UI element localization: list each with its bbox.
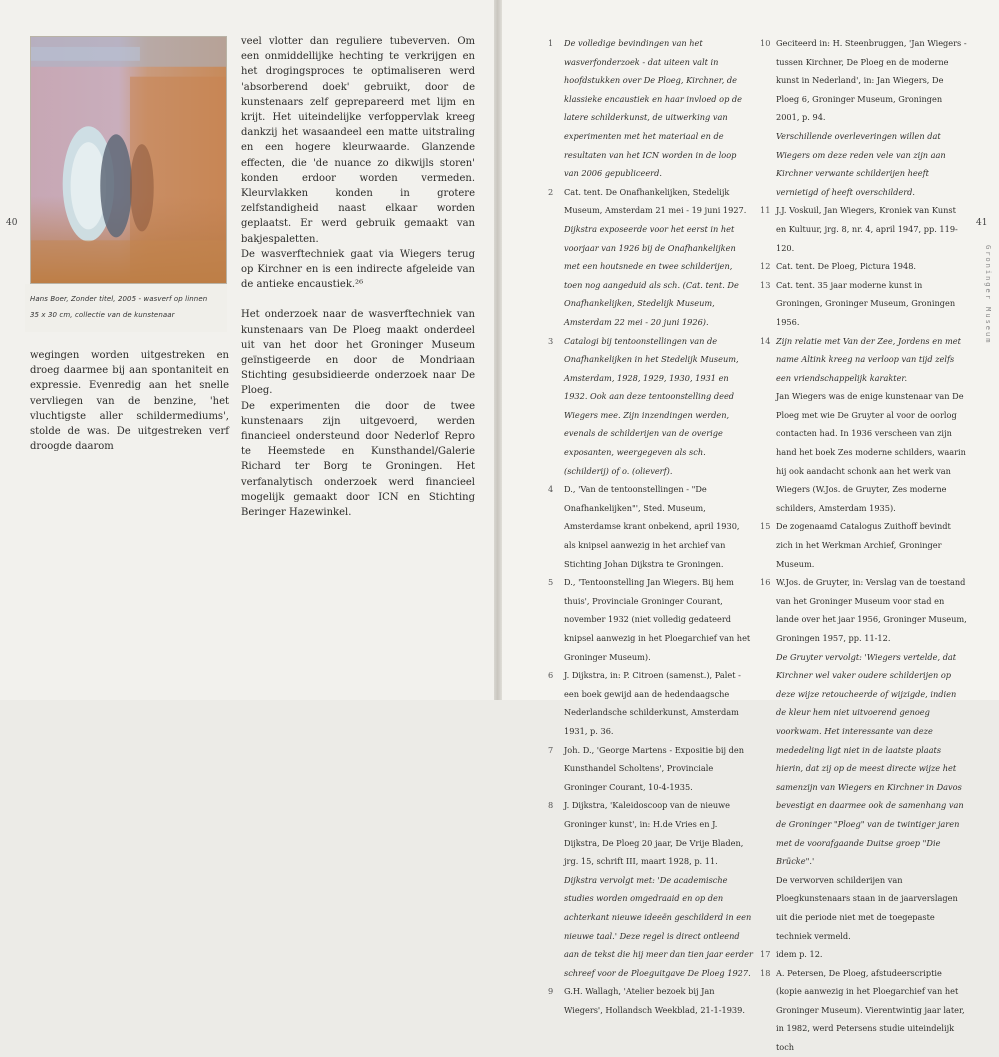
footnote-text: Joh. D., 'George Martens - Expositie bij den Kunsthandel Scholtens', Provinciale Groninger Courant, 10-4-1935. [564, 744, 745, 792]
paragraph: De experimenten die door de twee kunstenaars zijn uitgevoerd, werden financieel ondersteund door Nederlof Repro te Heemstede en Kunsthandel/Galerie Richard ter Borg te Groningen. Het verfanalytisch onderzoek werd financieel mogelijk gemaakt door ICN en Stichting Beringer Hazewinkel. [241, 400, 475, 519]
footnote-text: Cat. tent. De Onafhankelijken, Stedelijk Museum, Amsterdam 21 mei - 19 juni 1927. [564, 186, 747, 216]
footnote-text: Jan Wiegers was de enige kunstenaar van De Ploeg met wie De Gruyter al voor de oorlog contacten had. In 1936 verscheen van zijn hand het boek Zes moderne schilders, waarin hij ook aandacht schonk aan het werk van Wiegers (W.Jos. de Gruyter, Zes moderne schilders, Amsterdam 1935). [776, 391, 966, 513]
footnote [760, 387, 968, 517]
page-number-right: 41 [976, 218, 988, 228]
footnote [548, 332, 753, 481]
paragraph: veel vlotter dan reguliere tubeverven. Om een onmiddellijke hechting te verkrijgen en het drogingsproces te optimaliseren werd 'absorberend doek' gebruikt, door de kunstenaars zelf geprepareerd met lijm en krijt. Het uiteindelijke verfoppervlak kreeg dankzij het wasaandeel een matte uitstraling en een hogere kleurwaarde. Glanzende effecten, die 'de nuance zo dikwijls storen' konden erdoor worden vermeden. Kleurvlakken konden in grotere zelfstandigheid naast elkaar worden geplaatst. Er werd gebruik gemaakt van bakjespaletten. [241, 36, 475, 245]
footnote-italic-text: De Gruyter vervolgt: 'Wiegers vertelde, dat Kirchner wel vaker oudere schilderijen op deze wijze retoucheerde of wijzigde, indien de kleur hem niet uitvoerend genoeg voorkwam. Het interessante van deze mededeling ligt niet in de laatste plaats hierin, dat zij op de meest directe wijze het samenzijn van Wiegers en Kirchner in Davos bevestigt en daarmee ook de samenhang van de Groninger "Ploeg" van de twintiger jaren met de voorafgaande Duitse groep "Die Brücke".' [776, 651, 964, 867]
footnote [548, 982, 753, 1019]
footnote [548, 480, 753, 573]
footnote-number: 2 [548, 186, 554, 197]
footnote [760, 257, 968, 276]
page-gutter [494, 0, 502, 700]
page-number-left: 40 [6, 218, 18, 228]
footnote-number: 4 [548, 484, 554, 495]
footnote-number: 17 [760, 949, 771, 960]
paragraph: De wasverftechniek gaat via Wiegers terug op Kirchner en is een indirecte afgeleide van de antieke encaustiek.²⁶ [241, 248, 475, 291]
footnote [760, 964, 968, 1057]
footnote-italic-text: Dijkstra exposeerde voor het eerst in het voorjaar van 1926 bij de Onafhankelijken met een houtsnede en twee schilderijen, toen nog aangeduid als sch. (Cat. tent. De Onafhankelijken, Stedelijk Museum, Amsterdam 22 mei - 20 juni 1926). [564, 223, 739, 327]
footnote-number: 13 [760, 279, 771, 290]
caption-line-1: Hans Boer, Zonder titel, 2005 - wasverf op linnen [30, 295, 208, 303]
paragraph: Het onderzoek naar de wasverftechniek van kunstenaars van De Ploeg maakt onderdeel uit van het door het Groninger Museum geïnstigeerde en door de Mondriaan Stichting gesubsidieerde onderzoek naar De Ploeg. [241, 309, 475, 397]
footnote-number: 16 [760, 577, 771, 588]
footnote-text: idem p. 12. [776, 949, 823, 960]
footnote-number: 8 [548, 800, 554, 811]
main-text-column [241, 34, 475, 520]
footnote-number: 11 [760, 205, 771, 216]
left-bottom-text: wegingen worden uitgestreken en droeg daarmee bij aan spontaniteit en expressie. Evenredig aan het snelle vervliegen van de benzine, 'het vluchtigste aller schildermediums', stolde de was. De uitgestreken verf droogde daarom [30, 350, 229, 453]
footnote-number: 10 [760, 38, 771, 48]
footnote-italic-text: Verschillende overleveringen willen dat Wiegers om deze reden vele van zijn aan Kirchner verwante schilderijen heeft vernietigd of heeft overschilderd. [776, 130, 946, 197]
footnote-text: D., 'Van de tentoonstellingen - "De Onafhankelijken"', Sted. Museum, Amsterdamse krant onbekend, april 1930, als knipsel aanwezig in het archief van Stichting Johan Dijkstra te Groningen. [564, 484, 740, 569]
footnote [548, 666, 753, 740]
footnote [548, 796, 753, 982]
footnote-text: W.Jos. de Gruyter, in: Verslag van de toestand van het Groninger Museum voor stad en lande over het jaar 1956, Groninger Museum, Groningen 1957, pp. 11-12. [776, 577, 967, 643]
footnote-number: 1 [548, 38, 554, 48]
footnote-text: G.H. Wallagh, 'Atelier bezoek bij Jan Wiegers', Hollandsch Weekblad, 21-1-1939. [564, 986, 745, 1015]
footnote-text: Cat. tent. 35 jaar moderne kunst in Groningen, Groninger Museum, Groningen 1956. [776, 279, 956, 327]
footnote-text: J.J. Voskuil, Jan Wiegers, Kroniek van Kunst en Kultuur, jrg. 8, nr. 4, april 1947, pp. 119-120. [776, 205, 958, 253]
footnote-number: 12 [760, 261, 771, 272]
footnote [760, 517, 968, 573]
footnotes-column-2 [760, 34, 968, 1057]
footnote-text: D., 'Tentoonstelling Jan Wiegers. Bij hem thuis', Provinciale Groninger Courant, november 1932 (niet volledig gedateerd knipsel aanwezig in het Ploegarchief van het Groninger Museum). [564, 577, 751, 662]
footnote [548, 741, 753, 797]
footnote [760, 276, 968, 332]
side-watermark: Groninger Museum [984, 245, 992, 345]
footnotes-column-1 [548, 34, 753, 1019]
footnote-italic-text: Zijn relatie met Van der Zee, Jordens en met name Altink kreeg na verloop van tijd zelfs een vriendschappelijk karakter. [776, 335, 961, 383]
footnote-number: 3 [548, 335, 554, 346]
footnote [548, 34, 753, 183]
footnote-number: 7 [548, 744, 554, 755]
footnote-number: 14 [760, 335, 771, 346]
footnote-text: De verworven schilderijen van Ploegkunstenaars staan in de jaarverslagen uit die periode niet met de toegepaste techniek vermeld. [776, 874, 958, 941]
footnote-italic-text: Dijkstra vervolgt met: 'De academische studies worden omgedraaid en op den achterkant nieuwe ideeën geschilderd in een nieuwe taal.' Deze regel is direct ontleend aan de tekst die hij meer dan tien jaar eerder schreef voor de Ploeguitgave De Ploeg 1927. [564, 874, 753, 978]
footnote-text: J. Dijkstra, in: P. Citroen (samenst.), Palet - een boek gewijd aan de hedendaagsche Nederlandsche schilderkunst, Amsterdam 1931, p. 36. [564, 670, 741, 736]
footnote-text: A. Petersen, De Ploeg, afstudeerscriptie (kopie aanwezig in het Ploegarchief van het Groninger Museum). Vierentwintig jaar later, in 1982, werd Petersens studie uiteindelijk toch [776, 967, 965, 1053]
footnote [760, 871, 968, 945]
footnote-italic-text: De volledige bevindingen van het wasverfonderzoek - dat uiteen valt in hoofdstukken over De Ploeg, Kirchner, de klassieke encaustiek en haar invloed op de latere schilderkunst, de uitwerking van experimenten met het materiaal en de resultaten van het ICN worden in de loop van 2006 gepubliceerd. [564, 38, 743, 179]
footnote-number: 5 [548, 577, 554, 588]
footnote [760, 201, 968, 257]
footnote-text: De zogenaamd Catalogus Zuithoff bevindt zich in het Werkman Archief, Groninger Museum. [776, 521, 951, 569]
footnote [760, 332, 968, 388]
footnote-text: Cat. tent. De Ploeg, Pictura 1948. [776, 261, 917, 272]
footnote [760, 945, 968, 964]
footnote-number: 15 [760, 521, 771, 532]
painting-caption [30, 291, 230, 323]
caption-line-2: 35 x 30 cm, collectie van de kunstenaar [30, 311, 175, 319]
footnote-italic-text: Catalogi bij tentoonstellingen van de Onafhankelijken in het Stedelijk Museum, Amsterdam, 1928, 1929, 1930, 1931 en 1932. Ook aan deze tentoonstelling deed Wiegers mee. Zijn inzendingen werden, evenals de schilderijen van de overige exposanten, weergegeven als sch. (schilderij) of o. (olieverf). [564, 335, 739, 476]
footnote [548, 183, 753, 332]
footnote-number: 18 [760, 967, 771, 978]
footnote-number: 9 [548, 986, 554, 997]
footnote-text: Geciteerd in: H. Steenbruggen, 'Jan Wiegers - tussen Kirchner, De Ploeg en de moderne kunst in Nederland', in: Jan Wiegers, De Ploeg 6, Groninger Museum, Groningen 2001, p. 94. [776, 38, 967, 123]
footnote-text: J. Dijkstra, 'Kaleidoscoop van de nieuwe Groninger kunst', in: H.de Vries en J. Dijkstra, De Ploeg 20 jaar, De Vrije Bladen, jrg. 15, schrift III, maart 1928, p. 11. [564, 800, 744, 867]
footnote-number: 6 [548, 670, 554, 681]
footnote [760, 34, 968, 201]
footnote [548, 573, 753, 666]
footnote [760, 573, 968, 871]
painting-image [30, 36, 227, 284]
